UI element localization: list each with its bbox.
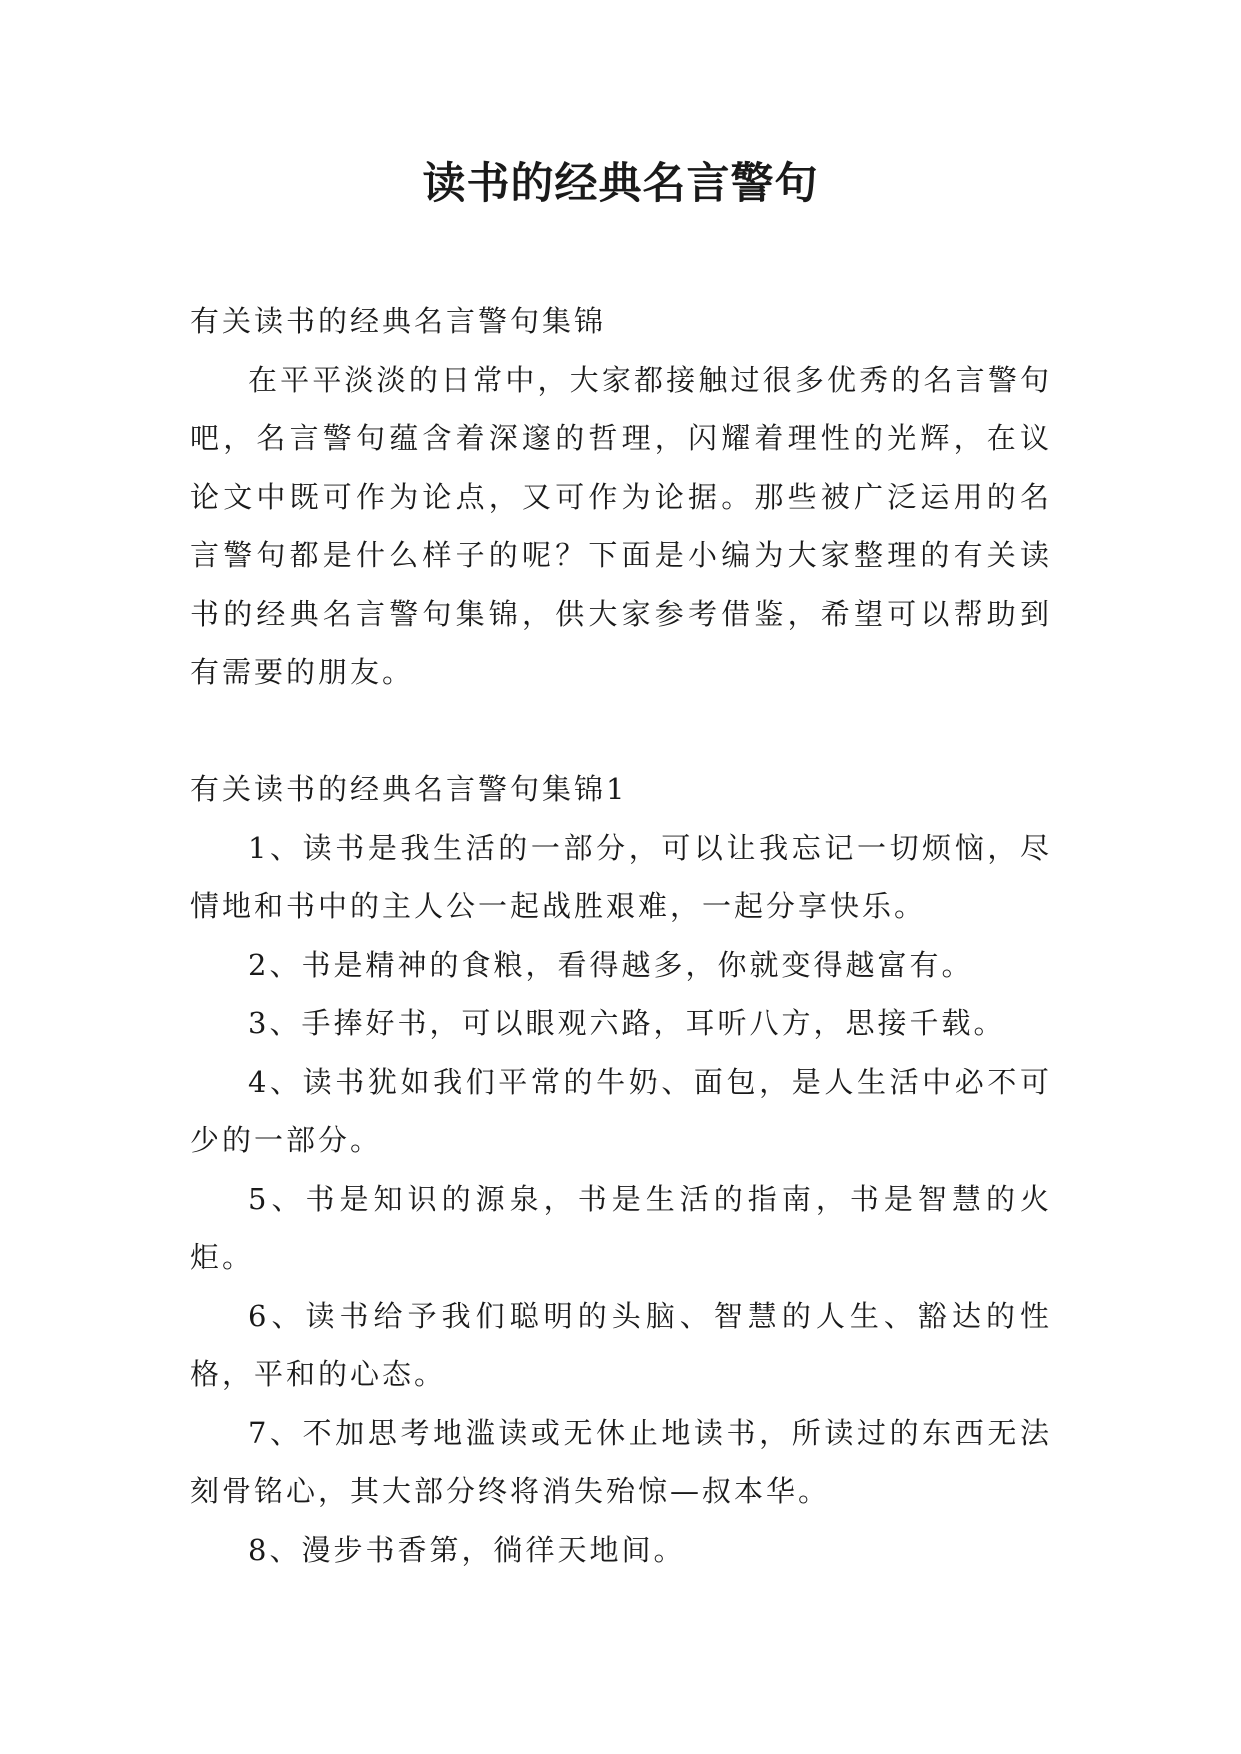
paragraph-gap: [190, 702, 1052, 761]
quote-item: 4、读书犹如我们平常的牛奶、面包，是人生活中必不可少的一部分。: [190, 1064, 1052, 1157]
quote-item: 2、书是精神的食粮，看得越多，你就变得越富有。: [248, 947, 974, 982]
section-heading: 有关读书的经典名言警句集锦1: [190, 772, 628, 806]
quote-item: 8、漫步书香第，徜徉天地间。: [248, 1532, 686, 1567]
intro-paragraph: 在平平淡淡的日常中，大家都接触过很多优秀的名言警句吧，名言警句蕴含着深邃的哲理，闪耀着理性的光辉，在议论文中既可作为论点，又可作为论据。那些被广泛运用的名言警句都是什么样子的呢？下面是小编为大家整理的有关读书的经典名言警句集锦，供大家参考借鉴，希望可以帮助到有需要的朋友。: [190, 362, 1052, 689]
quote-item: 1、读书是我生活的一部分，可以让我忘记一切烦恼，尽情地和书中的主人公一起战胜艰难，一起分享快乐。: [190, 830, 1052, 923]
document-body: [190, 292, 1052, 1579]
quote-item: 6、读书给予我们聪明的头脑、智慧的人生、豁达的性格，平和的心态。: [190, 1298, 1052, 1391]
subtitle: 有关读书的经典名言警句集锦: [190, 304, 607, 338]
document-title: 读书的经典名言警句: [422, 159, 819, 209]
quote-item: 3、手捧好书，可以眼观六路，耳听八方，思接千载。: [248, 1006, 1006, 1040]
quote-item: 5、书是知识的源泉，书是生活的指南，书是智慧的火炬。: [190, 1181, 1052, 1274]
quote-item: 7、不加思考地滥读或无休止地读书，所读过的东西无法刻骨铭心，其大部分终将消失殆惊—叔本华。: [190, 1415, 1052, 1508]
